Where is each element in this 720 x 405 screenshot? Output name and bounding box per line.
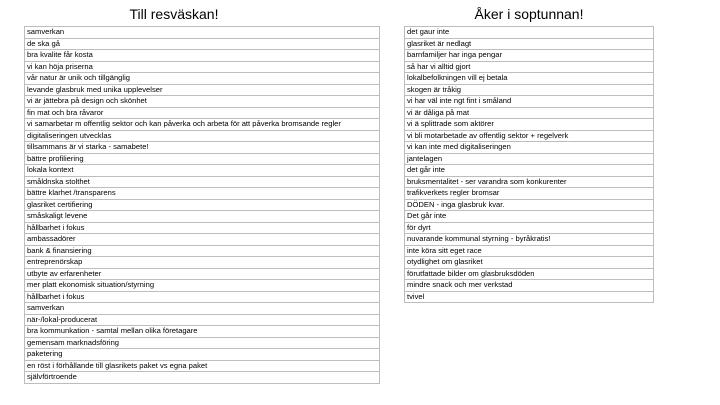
- discard-item-row: skogen är tråkig: [405, 85, 653, 97]
- discard-item-row: bruksmentalitet - ser varandra som konkurenter: [405, 177, 653, 189]
- discard-item-row: mindre snack och mer verkstad: [405, 280, 653, 292]
- keep-item-row: gemensam marknadsföring: [25, 338, 379, 350]
- keep-item-row: bra kvalite får kosta: [25, 50, 379, 62]
- keep-item-row: levande glasbruk med unika upplevelser: [25, 85, 379, 97]
- discard-item-row: Det går inte: [405, 211, 653, 223]
- discard-item-row: barnfamiljer har inga pengar: [405, 50, 653, 62]
- keep-item-row: när-/lokal-producerat: [25, 315, 379, 327]
- discard-item-row: vi kan inte med digitaliseringen: [405, 142, 653, 154]
- keep-item-row: hållbarhet i fokus: [25, 292, 379, 304]
- keep-item-row: bra kommunkation - samtal mellan olika företagare: [25, 326, 379, 338]
- keep-item-row: bättre klarhet /transparens: [25, 188, 379, 200]
- discard-item-row: inte köra sitt eget race: [405, 246, 653, 258]
- keep-item-row: vår natur är unik och tillgänglig: [25, 73, 379, 85]
- discard-item-row: glasriket är nedlagt: [405, 39, 653, 51]
- discard-item-row: vi har väl inte ngt fint i småland: [405, 96, 653, 108]
- keep-item-row: entreprenörskap: [25, 257, 379, 269]
- keep-item-row: vi är jättebra på design och skönhet: [25, 96, 379, 108]
- keep-column-title: Till resväskan!: [129, 6, 219, 22]
- keep-item-row: småskaligt levene: [25, 211, 379, 223]
- keep-item-row: småldnska stolthet: [25, 177, 379, 189]
- keep-item-row: tillsammans är vi starka - samabete!: [25, 142, 379, 154]
- keep-column: [24, 0, 380, 384]
- discard-item-row: trafikverkets regler bromsar: [405, 188, 653, 200]
- discard-item-row: tvivel: [405, 292, 653, 304]
- keep-item-row: utbyte av erfarenheter: [25, 269, 379, 281]
- discard-item-row: så har vi alltid gjort: [405, 62, 653, 74]
- discard-item-row: det går inte: [405, 165, 653, 177]
- keep-item-row: glasriket certifiering: [25, 200, 379, 212]
- keep-item-row: mer platt ekonomisk situation/styrning: [25, 280, 379, 292]
- keep-item-row: bättre profiliering: [25, 154, 379, 166]
- keep-item-row: vi kan höja priserna: [25, 62, 379, 74]
- discard-item-row: DÖDEN - inga glasbruk kvar.: [405, 200, 653, 212]
- discard-item-row: vi ä splittrade som aktörer: [405, 119, 653, 131]
- keep-item-row: samverkan: [25, 27, 379, 39]
- discard-table: [404, 26, 654, 303]
- discard-item-row: otydlighet om glasriket: [405, 257, 653, 269]
- discard-item-row: för dyrt: [405, 223, 653, 235]
- keep-item-row: de ska gå: [25, 39, 379, 51]
- keep-item-row: paketering: [25, 349, 379, 361]
- discard-item-row: förutfattade bilder om glasbruksdöden: [405, 269, 653, 281]
- keep-item-row: självförtroende: [25, 372, 379, 384]
- discard-item-row: nuvarande kommunal styrning - byråkratis!: [405, 234, 653, 246]
- discard-item-row: det gaur inte: [405, 27, 653, 39]
- discard-item-row: vi är dåliga på mat: [405, 108, 653, 120]
- discard-column: [404, 0, 654, 303]
- keep-item-row: samverkan: [25, 303, 379, 315]
- keep-item-row: vi samarbetar m offentlig sektor och kan påverka och arbeta för att påverka bromsande regler: [25, 119, 379, 131]
- keep-item-row: bank & finansiering: [25, 246, 379, 258]
- keep-item-row: ambassadörer: [25, 234, 379, 246]
- discard-item-row: lokalbefolkningen vill ej betala: [405, 73, 653, 85]
- keep-item-row: lokala kontext: [25, 165, 379, 177]
- keep-item-row: fin mat och bra råvaror: [25, 108, 379, 120]
- discard-item-row: vi bli motarbetade av offentlig sektor + regelverk: [405, 131, 653, 143]
- discard-item-row: jantelagen: [405, 154, 653, 166]
- keep-item-row: hållbarhet i fokus: [25, 223, 379, 235]
- keep-item-row: en röst i förhållande till glasrikets paket vs egna paket: [25, 361, 379, 373]
- discard-column-title: Åker i soptunnan!: [474, 6, 584, 22]
- keep-table: [24, 26, 380, 384]
- keep-item-row: digitaliseringen utvecklas: [25, 131, 379, 143]
